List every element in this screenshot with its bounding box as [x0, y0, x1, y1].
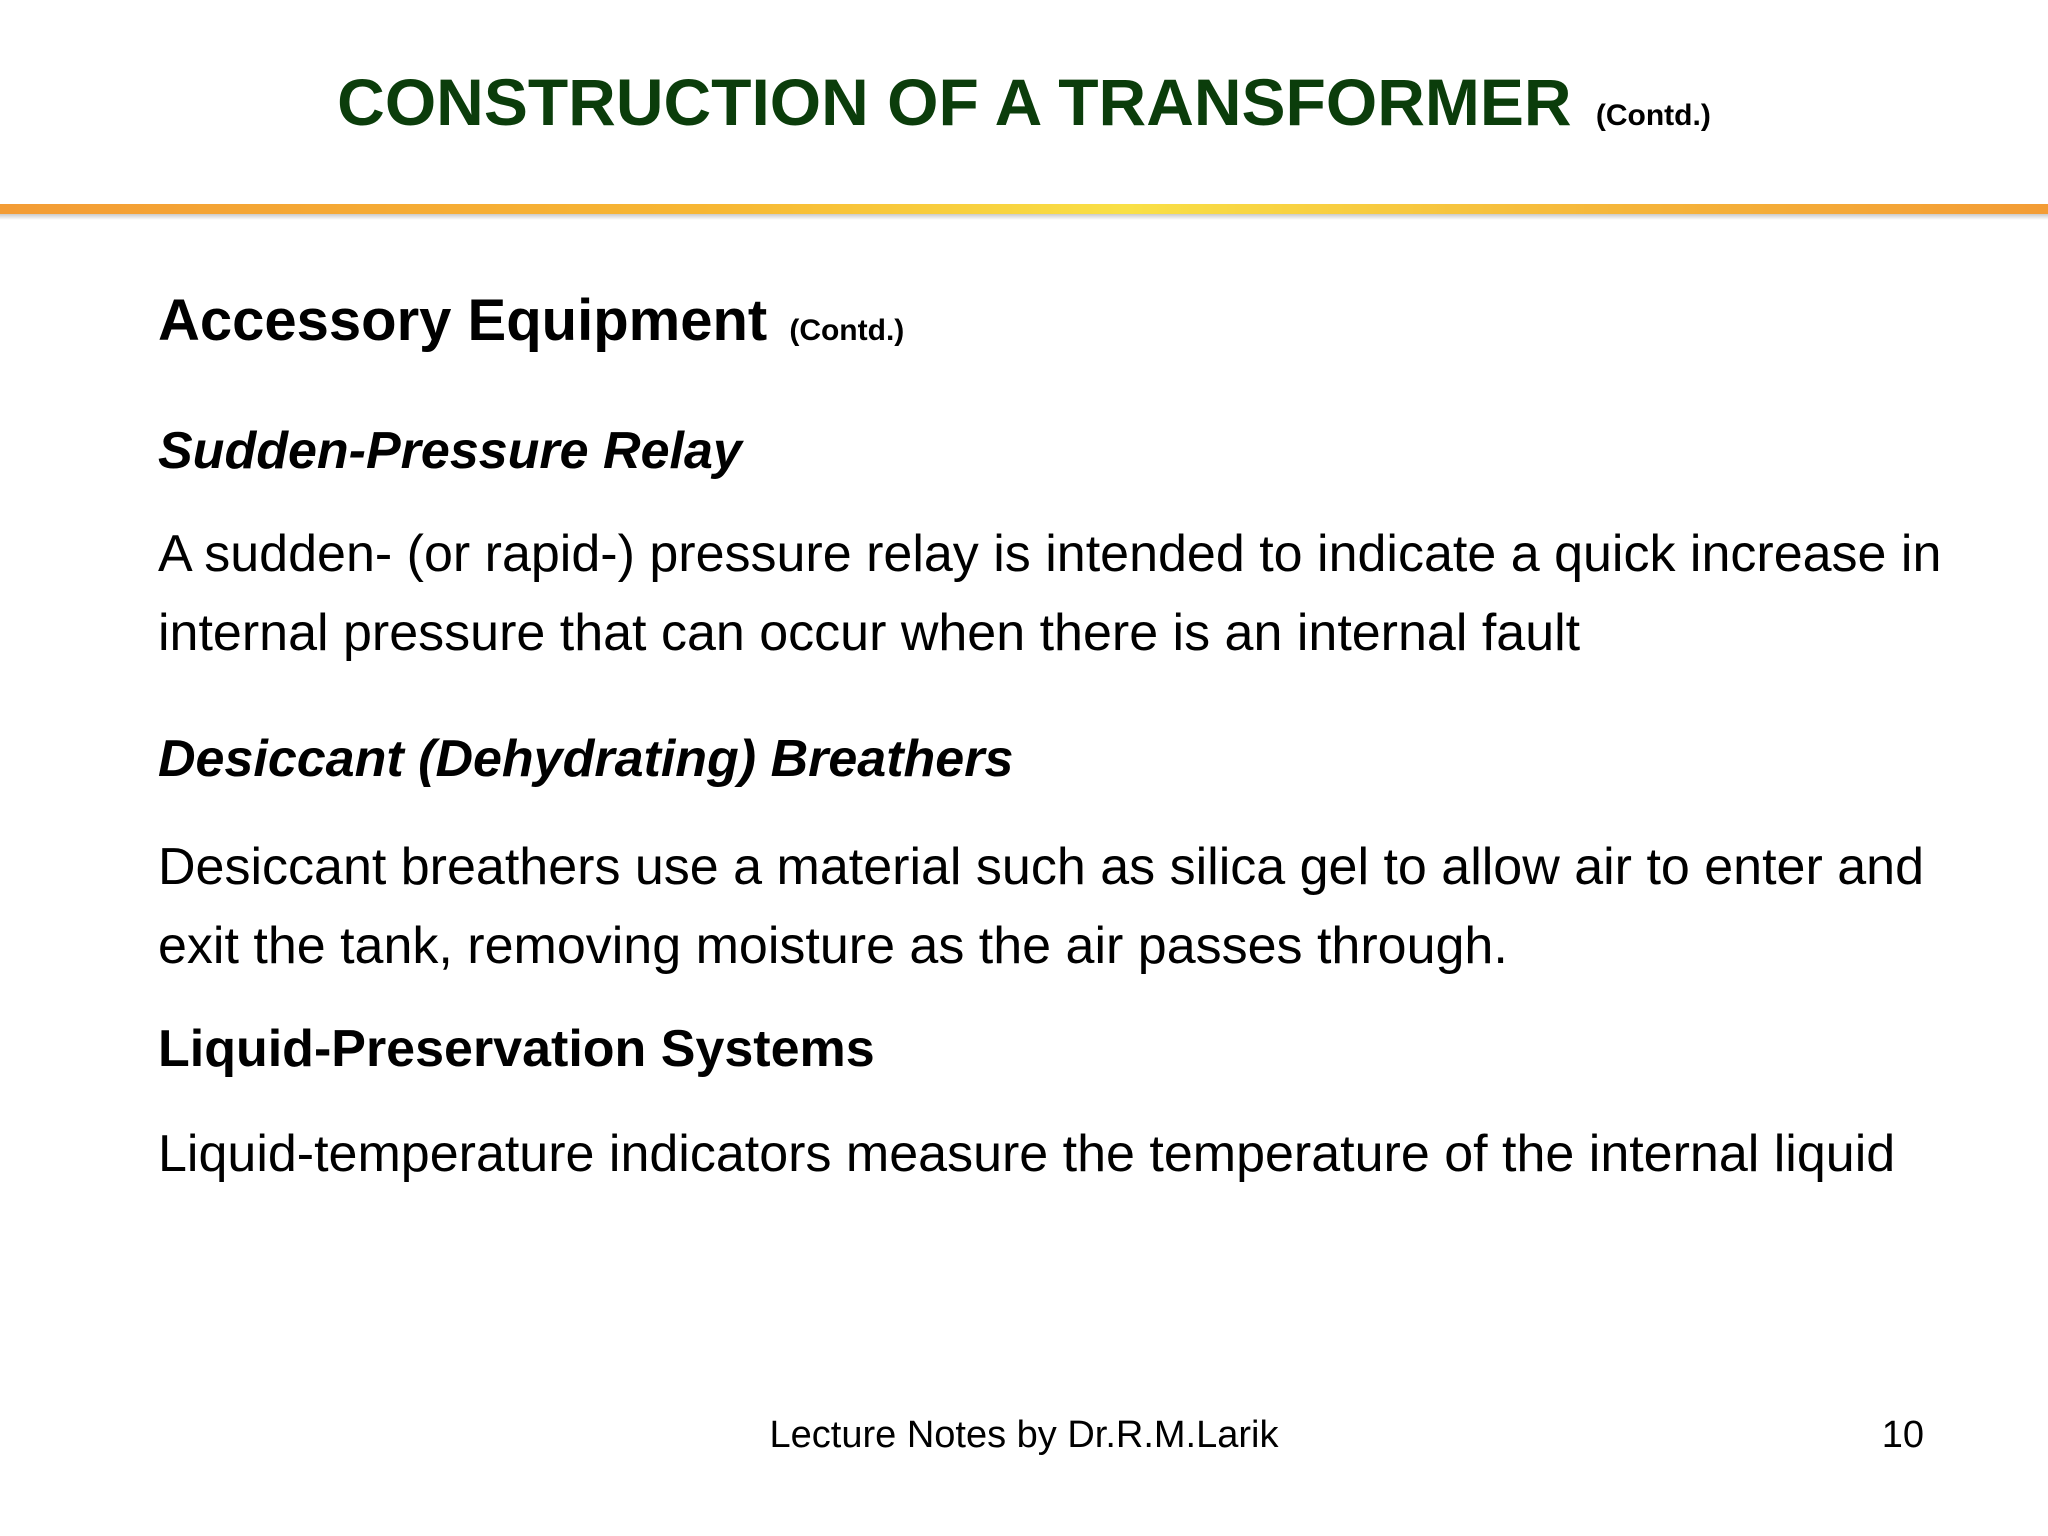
- item-body-desiccant-breathers: Desiccant breathers use a material such as silica gel to allow air to enter and exit the tank, removing moisture as the air passes through.: [158, 838, 1924, 975]
- item-body-liquid-preservation-systems: Liquid-temperature indicators measure the temperature of the internal liquid: [158, 1125, 1896, 1183]
- item-heading-liquid-preservation-systems: Liquid-Preservation Systems: [158, 1020, 875, 1078]
- item-body-sudden-pressure-relay: A sudden- (or rapid-) pressure relay is intended to indicate a quick increase in internal pressure that can occur when there is an internal fault: [158, 525, 1942, 662]
- slide-title-text: CONSTRUCTION OF A TRANSFORMER: [337, 65, 1572, 139]
- section-heading-text: Accessory Equipment: [158, 288, 768, 353]
- item-heading-sudden-pressure-relay: Sudden-Pressure Relay: [158, 422, 742, 480]
- item-heading-desiccant-breathers: Desiccant (Dehydrating) Breathers: [158, 730, 1014, 788]
- page-number: 10: [1881, 1414, 1924, 1456]
- footer-author: Lecture Notes by Dr.R.M.Larik: [769, 1414, 1279, 1456]
- slide-title: [0, 62, 2048, 156]
- slide-title-suffix: (Contd.): [1595, 99, 1711, 132]
- section-heading-suffix: (Contd.): [789, 314, 905, 347]
- title-divider: [0, 204, 2048, 214]
- section-heading: [158, 286, 904, 366]
- title-divider-shadow: [0, 214, 2048, 220]
